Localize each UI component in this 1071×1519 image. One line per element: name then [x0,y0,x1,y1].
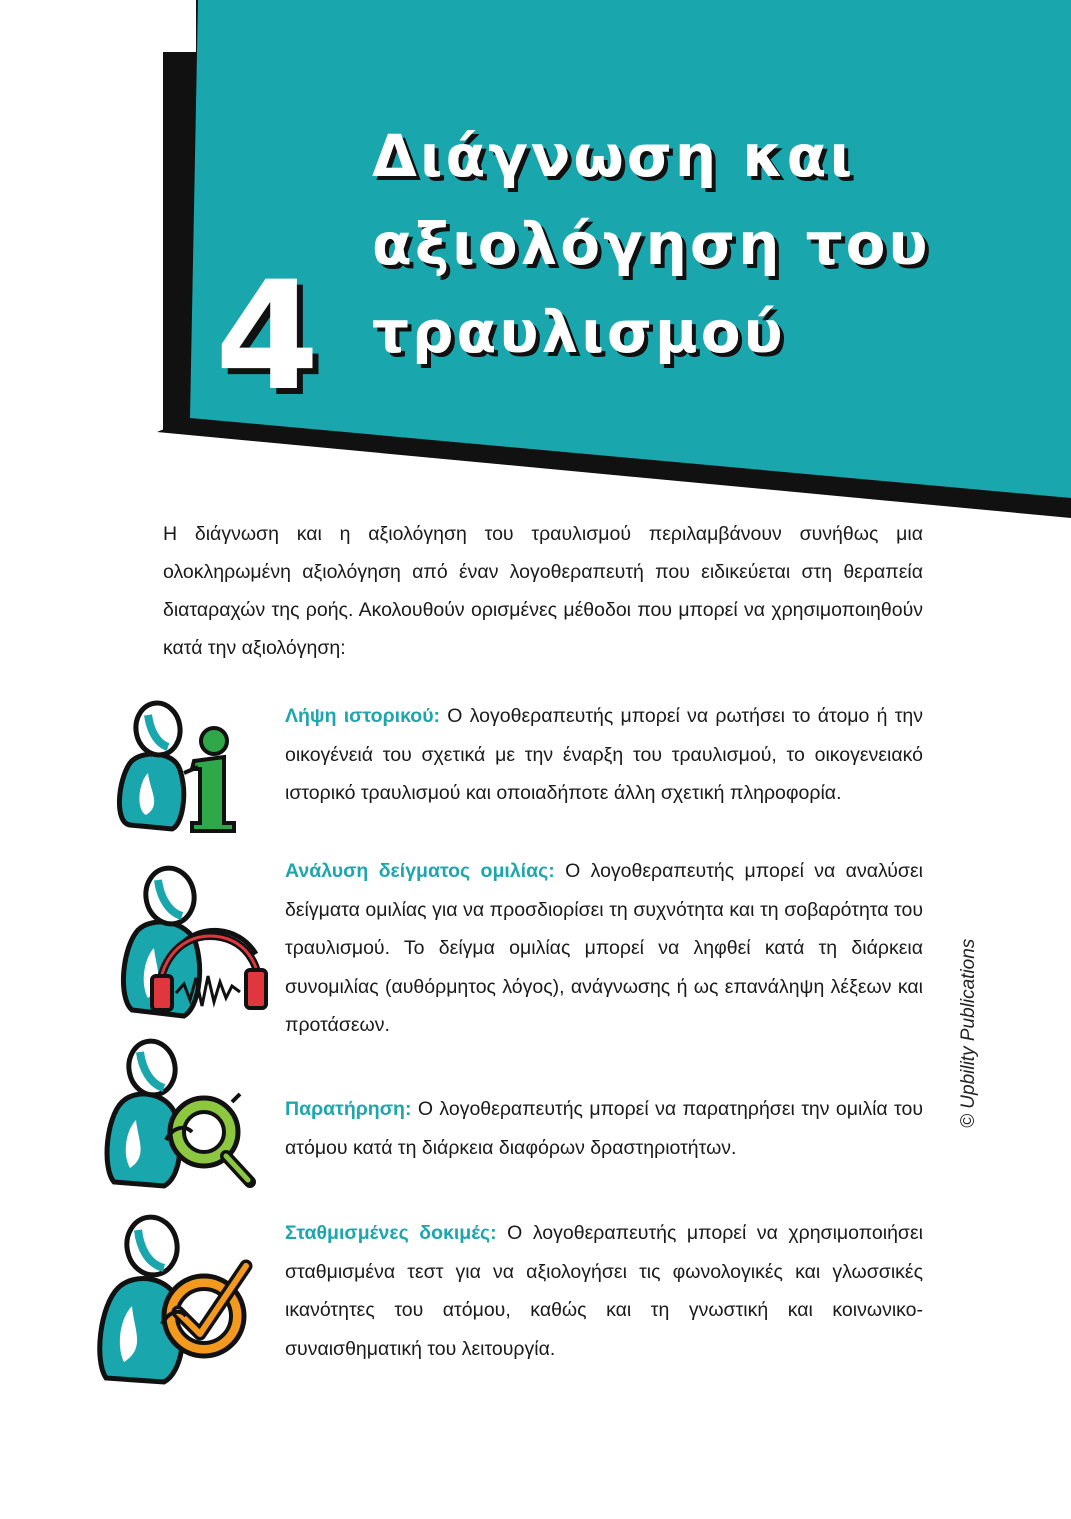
method-observation [285,1090,923,1167]
chapter-title [372,112,932,376]
method-description: Ο λογοθεραπευτής μπορεί να παρατηρήσει την ομιλία του ατόμου κατά τη διάρκεια διαφόρων δραστηριοτήτων. [285,1098,923,1159]
method-standardized-tests [285,1214,923,1368]
person-magnifier-icon [102,1032,258,1192]
intro-paragraph: Η διάγνωση και η αξιολόγηση του τραυλισμού περιλαμβάνουν συνήθως μια ολοκληρωμένη αξιολόγηση από έναν λογοθεραπευτή που ειδικεύεται στη θεραπεία διαταραχών της ροής. Ακολουθούν ορισμένες μέθοδοι που μπορεί να χρησιμοποιηθούν κατά την αξιολόγηση: [163,523,923,659]
person-headphones-icon [118,858,268,1023]
method-term: Ανάλυση δείγματος ομιλίας: [285,860,555,882]
chapter-number: 4 [215,250,320,424]
method-history [285,697,923,813]
person-checkmark-icon [96,1208,261,1390]
person-info-icon [112,695,247,837]
copyright-notice: © Upbility Publications [958,938,979,1128]
method-description: Ο λογοθεραπευτής μπορεί να ρωτήσει το άτομο ή την οικογένειά του σχετικά με την έναρξη του τραυλισμού, το οικογενειακό ιστορικό τραυλισμού και οποιαδήποτε άλλη σχετική πληροφορία. [285,705,924,804]
method-description: Ο λογοθεραπευτής μπορεί να χρησιμοποιήσει σταθμισμένα τεστ για να αξιολογήσει τις φωνολογικές και γλωσσικές ικανότητες του ατόμου, καθώς και τη γνωστική και κοινωνικο-συναισθηματική του λειτουργία. [285,1222,923,1360]
chapter-title-line: Διάγνωση και [372,122,856,190]
method-term: Σταθμισμένες δοκιμές: [285,1222,497,1244]
chapter-title-line: τραυλισμού [372,298,786,366]
method-term: Παρατήρηση: [285,1098,412,1120]
chapter-title-line: αξιολόγηση του [372,210,931,278]
method-speech-sample [285,852,923,1045]
method-term: Λήψη ιστορικού: [285,705,441,727]
method-description: Ο λογοθεραπευτής μπορεί να αναλύσει δείγματα ομιλίας για να προσδιορίσει τη συχνότητα και τη σοβαρότητα του τραυλισμού. Το δείγμα ομιλίας μπορεί να ληφθεί κατά τη διάρκεια συνομιλίας (αυθόρμητος λόγος), ανάγνωσης ή ως επανάληψη λέξεων και προτάσεων. [285,860,923,1036]
